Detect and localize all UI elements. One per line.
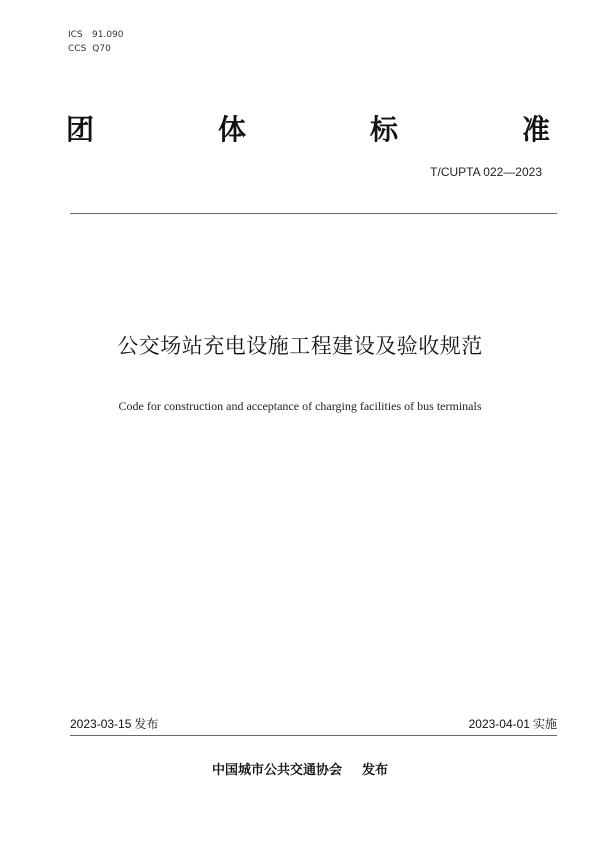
- ccs-value: Q70: [92, 44, 111, 54]
- publisher-name: 中国城市公共交通协会: [211, 763, 342, 778]
- ics-label: ICS: [68, 30, 83, 40]
- ccs-code-row: [68, 42, 124, 56]
- issue-date: 2023-03-15: [70, 717, 132, 731]
- standard-type-heading: [66, 112, 550, 148]
- ics-value: 91.090: [92, 30, 124, 40]
- ccs-label: CCS: [68, 44, 87, 54]
- issue-label: 发布: [134, 717, 159, 731]
- standard-type-char: 体: [217, 113, 246, 146]
- publisher-label: 发布: [362, 763, 389, 778]
- title-chinese: 公交场站充电设施工程建设及验收规范: [117, 334, 483, 358]
- standard-type-char: 准: [521, 113, 550, 146]
- implementation-label: 实施: [532, 717, 557, 731]
- top-divider: [70, 213, 557, 214]
- standard-number: T/CUPTA 022—2023: [430, 165, 542, 179]
- classification-codes: [68, 28, 124, 56]
- ics-code-row: [68, 28, 124, 42]
- bottom-divider: [70, 735, 557, 736]
- issue-date-block: [70, 716, 158, 732]
- publisher-line: [0, 762, 600, 780]
- implementation-date-block: [469, 716, 557, 732]
- implementation-date: 2023-04-01: [468, 717, 530, 731]
- standard-type-char: 团: [66, 113, 95, 146]
- title-english: Code for construction and acceptance of charging facilities of bus terminals: [118, 399, 482, 413]
- standard-type-char: 标: [369, 113, 398, 146]
